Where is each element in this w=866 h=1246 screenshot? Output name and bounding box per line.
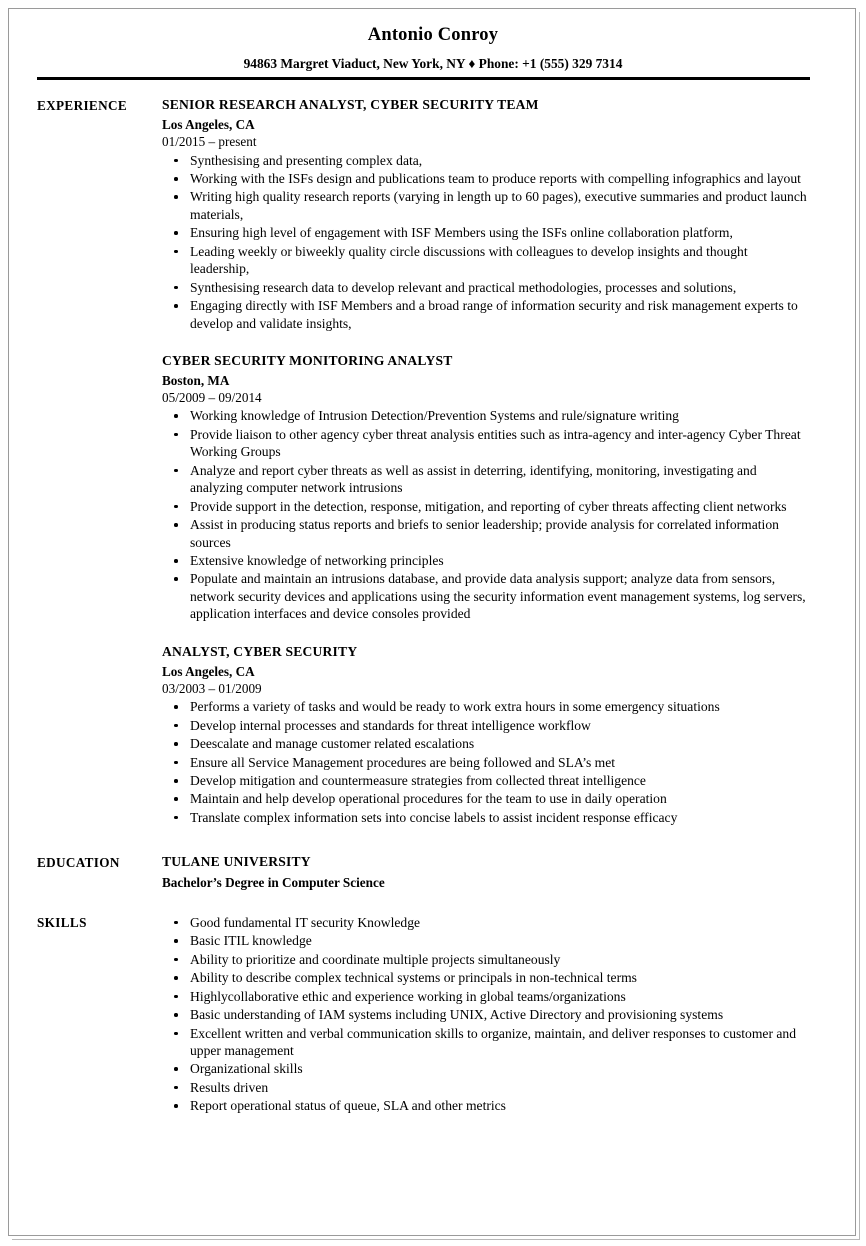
job-title: CYBER SECURITY MONITORING ANALYST: [162, 353, 453, 369]
list-item: Ensuring high level of engagement with ISF Members using the ISFs online collaboration platform,: [162, 224, 810, 241]
job-location: Los Angeles, CA: [162, 117, 255, 133]
spacer-before-skills: [0, 892, 866, 914]
candidate-name: Antonio Conroy: [367, 25, 499, 45]
job-location: Boston, MA: [162, 373, 230, 389]
list-item: Basic ITIL knowledge: [162, 932, 810, 949]
list-item: Organizational skills: [162, 1060, 810, 1077]
list-item: Results driven: [162, 1079, 810, 1096]
section-experience: [0, 97, 866, 827]
list-item: Engaging directly with ISF Members and a broad range of information security and risk management experts to develop and validate insights,: [162, 297, 810, 332]
job-title: SENIOR RESEARCH ANALYST, CYBER SECURITY TEAM: [162, 97, 539, 113]
list-item: Synthesising research data to develop relevant and practical methodologies, processes and solutions,: [162, 279, 810, 296]
list-item: Analyze and report cyber threats as well as assist in deterring, identifying, monitoring, investigating and analyzing computer network intrusions: [162, 462, 810, 497]
list-item: Ability to describe complex technical systems or principals in non-technical terms: [162, 969, 810, 986]
job-location: Los Angeles, CA: [162, 663, 255, 679]
section-skills: [0, 914, 866, 1116]
list-item: Develop mitigation and countermeasure strategies from collected threat intelligence: [162, 772, 810, 789]
list-item: Working knowledge of Intrusion Detection/Prevention Systems and rule/signature writing: [162, 407, 810, 424]
skills-body: [162, 914, 810, 1116]
education-school: TULANE UNIVERSITY: [162, 854, 311, 870]
list-item: Good fundamental IT security Knowledge: [162, 914, 810, 931]
list-item: Provide support in the detection, response, mitigation, and reporting of cyber threats affecting client networks: [162, 498, 810, 515]
section-label-skills: SKILLS: [37, 914, 87, 930]
list-item: Assist in producing status reports and briefs to senior leadership; provide analysis for correlated information sources: [162, 516, 810, 551]
job-dates: 03/2003 – 01/2009: [162, 680, 262, 696]
job-entry: [162, 97, 810, 332]
job-entry: [162, 353, 810, 623]
list-item: Provide liaison to other agency cyber threat analysis entities such as intra-agency and inter-agency Cyber Threat Working Groups: [162, 426, 810, 461]
spacer-after-header: [0, 80, 866, 97]
list-item: Populate and maintain an intrusions database, and provide data analysis support; analyze data from sensors, network security devices and applications using the security information event management systems, log servers, application interfaces and device consoles provided: [162, 570, 810, 622]
list-item: Ability to prioritize and coordinate multiple projects simultaneously: [162, 951, 810, 968]
skills-list: [162, 914, 810, 1115]
contact-line: 94863 Margret Viaduct, New York, NY ♦ Phone: +1 (555) 329 7314: [243, 56, 623, 72]
job-responsibilities-list: [162, 152, 810, 333]
section-label-experience: EXPERIENCE: [37, 98, 127, 114]
list-item: Writing high quality research reports (varying in length up to 60 pages), executive summaries and product launch materials,: [162, 188, 810, 223]
list-item: Leading weekly or biweekly quality circle discussions with colleagues to develop insights and thought leadership,: [162, 243, 810, 278]
section-education: [0, 854, 866, 891]
education-degree: Bachelor’s Degree in Computer Science: [162, 875, 385, 891]
list-item: Translate complex information sets into concise labels to assist incident response efficacy: [162, 809, 810, 826]
list-item: Deescalate and manage customer related escalations: [162, 735, 810, 752]
job-title: ANALYST, CYBER SECURITY: [162, 643, 358, 659]
list-item: Synthesising and presenting complex data,: [162, 152, 810, 169]
list-item: Develop internal processes and standards for threat intelligence workflow: [162, 717, 810, 734]
spacer-before-education: [0, 827, 866, 854]
job-responsibilities-list: [162, 407, 810, 622]
list-item: Working with the ISFs design and publications team to produce reports with compelling infographics and layout: [162, 170, 810, 187]
job-dates: 01/2015 – present: [162, 134, 257, 150]
list-item: Maintain and help develop operational procedures for the team to use in daily operation: [162, 790, 810, 807]
resume-header: [0, 24, 866, 80]
list-item: Highlycollaborative ethic and experience working in global teams/organizations: [162, 988, 810, 1005]
list-item: Report operational status of queue, SLA and other metrics: [162, 1097, 810, 1114]
spacer-between-jobs: [162, 333, 810, 353]
list-item: Extensive knowledge of networking principles: [162, 552, 810, 569]
list-item: Ensure all Service Management procedures are being followed and SLA’s met: [162, 754, 810, 771]
section-label-education: EDUCATION: [37, 855, 120, 871]
list-item: Basic understanding of IAM systems including UNIX, Active Directory and provisioning systems: [162, 1006, 810, 1023]
experience-body: [162, 97, 810, 827]
list-item: Excellent written and verbal communication skills to organize, maintain, and deliver responses to customer and upper management: [162, 1025, 810, 1060]
spacer-between-jobs: [162, 624, 810, 644]
job-dates: 05/2009 – 09/2014: [162, 389, 262, 405]
job-entry: [162, 644, 810, 827]
job-responsibilities-list: [162, 698, 810, 826]
education-body: [162, 854, 810, 891]
list-item: Performs a variety of tasks and would be ready to work extra hours in some emergency situations: [162, 698, 810, 715]
